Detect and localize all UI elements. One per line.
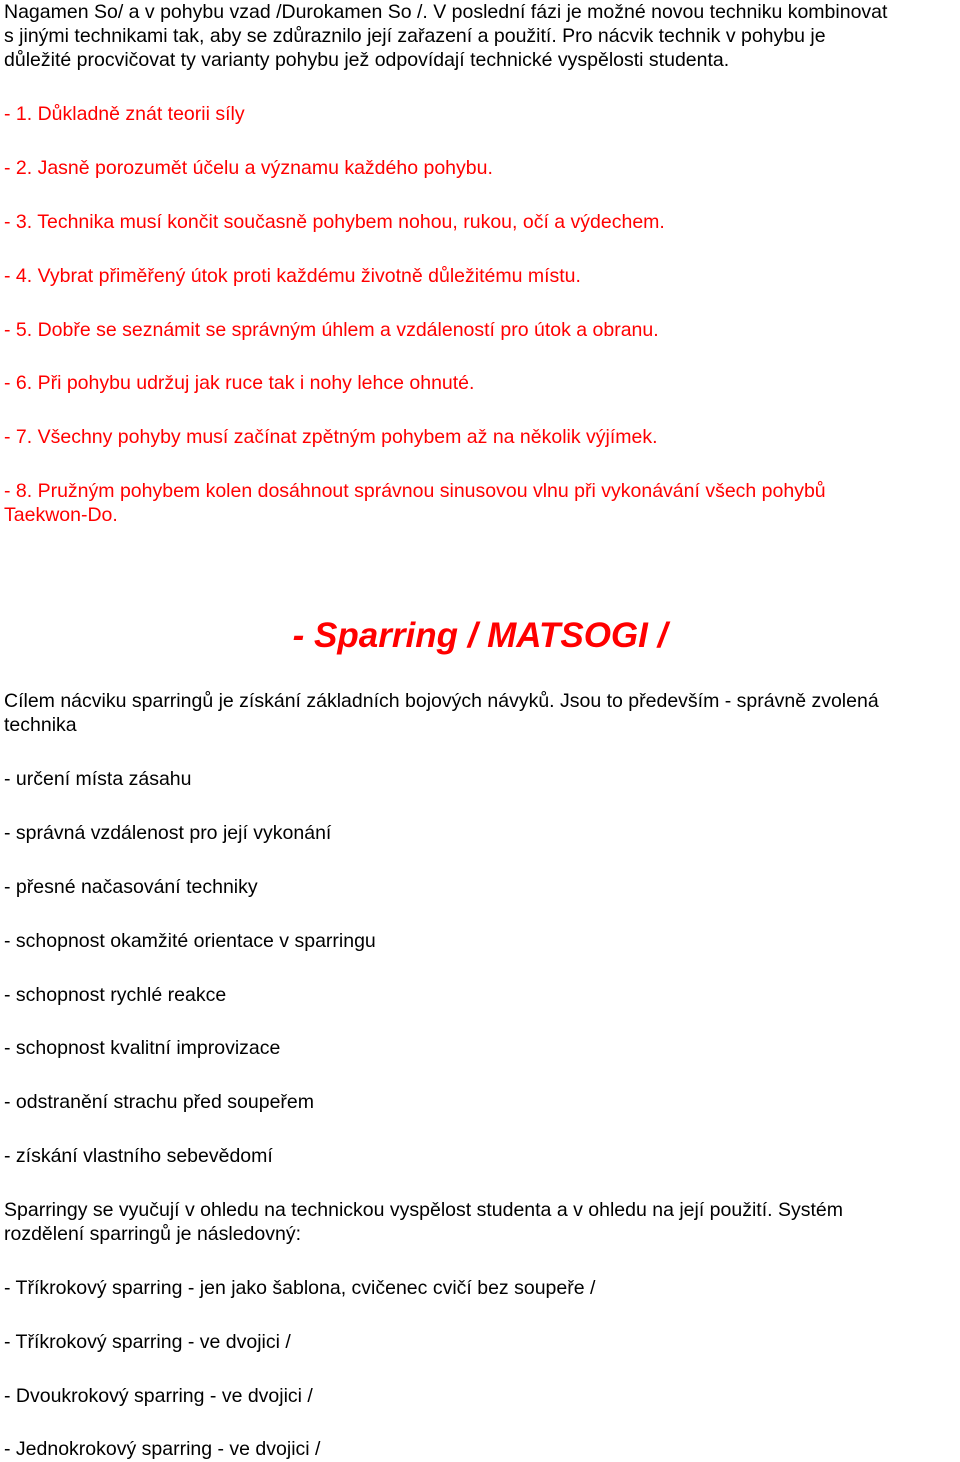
skill-item: - určení místa zásahu — [4, 768, 192, 790]
sparring-intro-line-1: Cílem nácviku sparringů je získání základních bojových návyků. Jsou to především - správně zvolená — [4, 690, 879, 712]
sparring-type-item: - Jednokrokový sparring - ve dvojici / — [4, 1438, 321, 1460]
skill-item: - schopnost rychlé reakce — [4, 984, 227, 1006]
system-line-2: rozdělení sparringů je následovný: — [4, 1223, 302, 1245]
intro-line-3: důležité procvičovat ty varianty pohybu jež odpovídají technické vyspělosti studenta. — [4, 49, 730, 71]
sparring-intro-paragraph — [4, 689, 879, 737]
rule-item-7: - 7. Všechny pohyby musí začínat zpětným pohybem až na několik výjímek. — [4, 426, 658, 448]
sparring-type-item: - Dvoukrokový sparring - ve dvojici / — [4, 1385, 313, 1407]
sparring-type-item: - Tříkrokový sparring - ve dvojici / — [4, 1331, 291, 1353]
rule-item-4: - 4. Vybrat přiměřený útok proti každému životně důležitému místu. — [4, 265, 581, 287]
skill-item: - schopnost okamžité orientace v sparringu — [4, 930, 376, 952]
rule-item-1: - 1. Důkladně znát teorii síly — [4, 103, 245, 125]
rule-item-5: - 5. Dobře se seznámit se správným úhlem a vzdáleností pro útok a obranu. — [4, 319, 659, 341]
section-title: - Sparring / MATSOGI / — [292, 616, 668, 655]
intro-line-1: Nagamen So/ a v pohybu vzad /Durokamen So /. V poslední fázi je možné novou techniku kombinovat — [4, 1, 888, 23]
sparring-intro-line-2: technika — [4, 714, 77, 736]
rule-item-2: - 2. Jasně porozumět účelu a významu každého pohybu. — [4, 157, 493, 179]
rule-item-8-line-2: Taekwon-Do. — [4, 504, 118, 526]
skill-item: - schopnost kvalitní improvizace — [4, 1037, 281, 1059]
rule-item-6: - 6. Při pohybu udržuj jak ruce tak i nohy lehce ohnuté. — [4, 372, 475, 394]
rule-item-3: - 3. Technika musí končit současně pohybem nohou, rukou, očí a výdechem. — [4, 211, 665, 233]
intro-paragraph — [4, 0, 887, 72]
skill-item: - správná vzdálenost pro její vykonání — [4, 822, 332, 844]
skill-item: - získání vlastního sebevědomí — [4, 1145, 273, 1167]
rule-item-8 — [4, 479, 826, 527]
skill-item: - přesné načasování techniky — [4, 876, 258, 898]
system-paragraph — [4, 1198, 843, 1246]
sparring-type-item: - Tříkrokový sparring - jen jako šablona, cvičenec cvičí bez soupeře / — [4, 1277, 596, 1299]
rule-item-8-line-1: - 8. Pružným pohybem kolen dosáhnout správnou sinusovou vlnu při vykonávání všech pohybů — [4, 480, 826, 502]
skill-item: - odstranění strachu před soupeřem — [4, 1091, 315, 1113]
system-line-1: Sparringy se vyučují v ohledu na technickou vyspělost studenta a v ohledu na její použití. Systém — [4, 1199, 843, 1221]
intro-line-2: s jinými technikami tak, aby se zdůraznilo její zařazení a použití. Pro nácvik technik v pohybu je — [4, 25, 826, 47]
